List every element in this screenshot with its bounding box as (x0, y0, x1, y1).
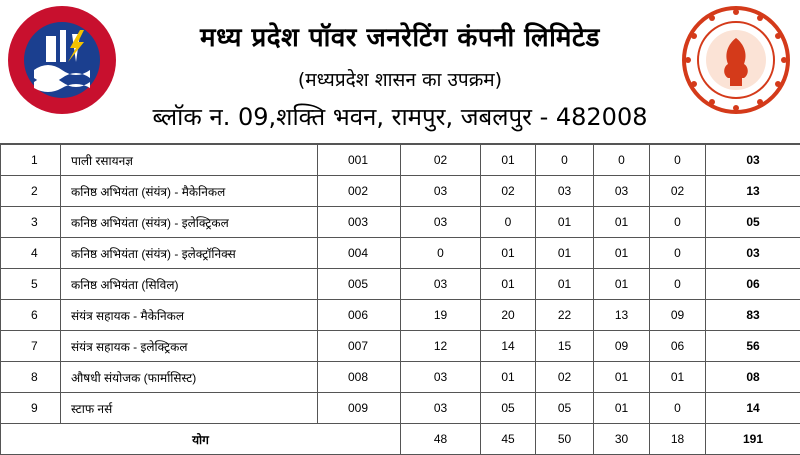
table-row (1, 362, 800, 393)
category-count: 22 (536, 300, 594, 331)
category-count: 0 (650, 145, 706, 176)
post-code: 002 (318, 176, 401, 207)
post-name: पाली रसायनज्ञ (61, 145, 318, 176)
category-count: 03 (594, 176, 650, 207)
post-code: 005 (318, 269, 401, 300)
category-count: 05 (481, 393, 536, 424)
row-total: 06 (706, 269, 800, 300)
category-count: 0 (481, 207, 536, 238)
serial-number: 4 (1, 238, 61, 269)
post-name: संयंत्र सहायक - इलेक्ट्रिकल (61, 331, 318, 362)
category-count: 03 (401, 269, 481, 300)
post-name: कनिष्ठ अभियंता (संयंत्र) - इलेक्ट्रॉनिक्स (61, 238, 318, 269)
category-count: 01 (594, 269, 650, 300)
category-count: 01 (650, 362, 706, 393)
total-label: योग (1, 424, 401, 455)
table-body (1, 145, 800, 455)
row-total: 14 (706, 393, 800, 424)
post-name: औषधी संयोजक (फार्मासिस्ट) (61, 362, 318, 393)
category-count: 09 (650, 300, 706, 331)
table-row (1, 300, 800, 331)
category-count: 03 (401, 362, 481, 393)
category-count: 02 (401, 145, 481, 176)
post-name: संयंत्र सहायक - मैकेनिकल (61, 300, 318, 331)
table-row (1, 269, 800, 300)
category-count: 03 (401, 207, 481, 238)
category-count: 0 (594, 145, 650, 176)
category-count: 02 (536, 362, 594, 393)
company-subtitle: (मध्यप्रदेश शासन का उपक्रम) (130, 66, 670, 92)
serial-number: 1 (1, 145, 61, 176)
table-row (1, 393, 800, 424)
company-logo-left (6, 4, 118, 116)
row-total: 03 (706, 145, 800, 176)
table-row (1, 238, 800, 269)
post-code: 006 (318, 300, 401, 331)
category-count: 19 (401, 300, 481, 331)
serial-number: 6 (1, 300, 61, 331)
category-count: 01 (594, 362, 650, 393)
table-row (1, 207, 800, 238)
grand-total: 191 (706, 424, 800, 455)
category-count: 01 (481, 145, 536, 176)
serial-number: 2 (1, 176, 61, 207)
category-count: 12 (401, 331, 481, 362)
company-name: मध्य प्रदेश पॉवर जनरेटिंग कंपनी लिमिटेड (130, 18, 670, 54)
total-row (1, 424, 800, 455)
row-total: 03 (706, 238, 800, 269)
category-count: 02 (650, 176, 706, 207)
category-count: 03 (401, 393, 481, 424)
post-code: 004 (318, 238, 401, 269)
serial-number: 7 (1, 331, 61, 362)
serial-number: 9 (1, 393, 61, 424)
table-row (1, 331, 800, 362)
category-count: 0 (650, 269, 706, 300)
post-code: 003 (318, 207, 401, 238)
category-total: 30 (594, 424, 650, 455)
table-row (1, 145, 800, 176)
category-total: 50 (536, 424, 594, 455)
post-code: 007 (318, 331, 401, 362)
category-count: 20 (481, 300, 536, 331)
post-name: कनिष्ठ अभियंता (संयंत्र) - इलेक्ट्रिकल (61, 207, 318, 238)
category-count: 01 (536, 238, 594, 269)
category-count: 03 (536, 176, 594, 207)
category-total: 45 (481, 424, 536, 455)
category-count: 01 (594, 238, 650, 269)
post-code: 008 (318, 362, 401, 393)
post-code: 001 (318, 145, 401, 176)
category-count: 01 (481, 238, 536, 269)
serial-number: 8 (1, 362, 61, 393)
category-count: 01 (594, 207, 650, 238)
category-count: 06 (650, 331, 706, 362)
serial-number: 3 (1, 207, 61, 238)
row-total: 56 (706, 331, 800, 362)
post-code: 009 (318, 393, 401, 424)
category-count: 03 (401, 176, 481, 207)
category-count: 0 (650, 207, 706, 238)
row-total: 83 (706, 300, 800, 331)
serial-number: 5 (1, 269, 61, 300)
category-count: 15 (536, 331, 594, 362)
category-count: 09 (594, 331, 650, 362)
post-name: कनिष्ठ अभियंता (संयंत्र) - मैकेनिकल (61, 176, 318, 207)
company-address: ब्लॉक न. 09,शक्ति भवन, रामपुर, जबलपुर - 482008 (130, 100, 670, 133)
letterhead (0, 0, 800, 144)
table-row (1, 176, 800, 207)
category-count: 01 (536, 207, 594, 238)
post-name: कनिष्ठ अभियंता (सिविल) (61, 269, 318, 300)
category-count: 01 (536, 269, 594, 300)
state-emblem-logo-right (680, 4, 792, 116)
category-count: 0 (401, 238, 481, 269)
row-total: 08 (706, 362, 800, 393)
category-count: 01 (481, 362, 536, 393)
category-count: 14 (481, 331, 536, 362)
category-count: 13 (594, 300, 650, 331)
category-count: 0 (650, 393, 706, 424)
row-total: 13 (706, 176, 800, 207)
row-total: 05 (706, 207, 800, 238)
vacancy-table (0, 144, 800, 455)
category-count: 01 (481, 269, 536, 300)
category-count: 01 (594, 393, 650, 424)
post-name: स्टाफ नर्स (61, 393, 318, 424)
category-count: 0 (650, 238, 706, 269)
category-count: 02 (481, 176, 536, 207)
category-total: 48 (401, 424, 481, 455)
category-count: 05 (536, 393, 594, 424)
category-count: 0 (536, 145, 594, 176)
category-total: 18 (650, 424, 706, 455)
